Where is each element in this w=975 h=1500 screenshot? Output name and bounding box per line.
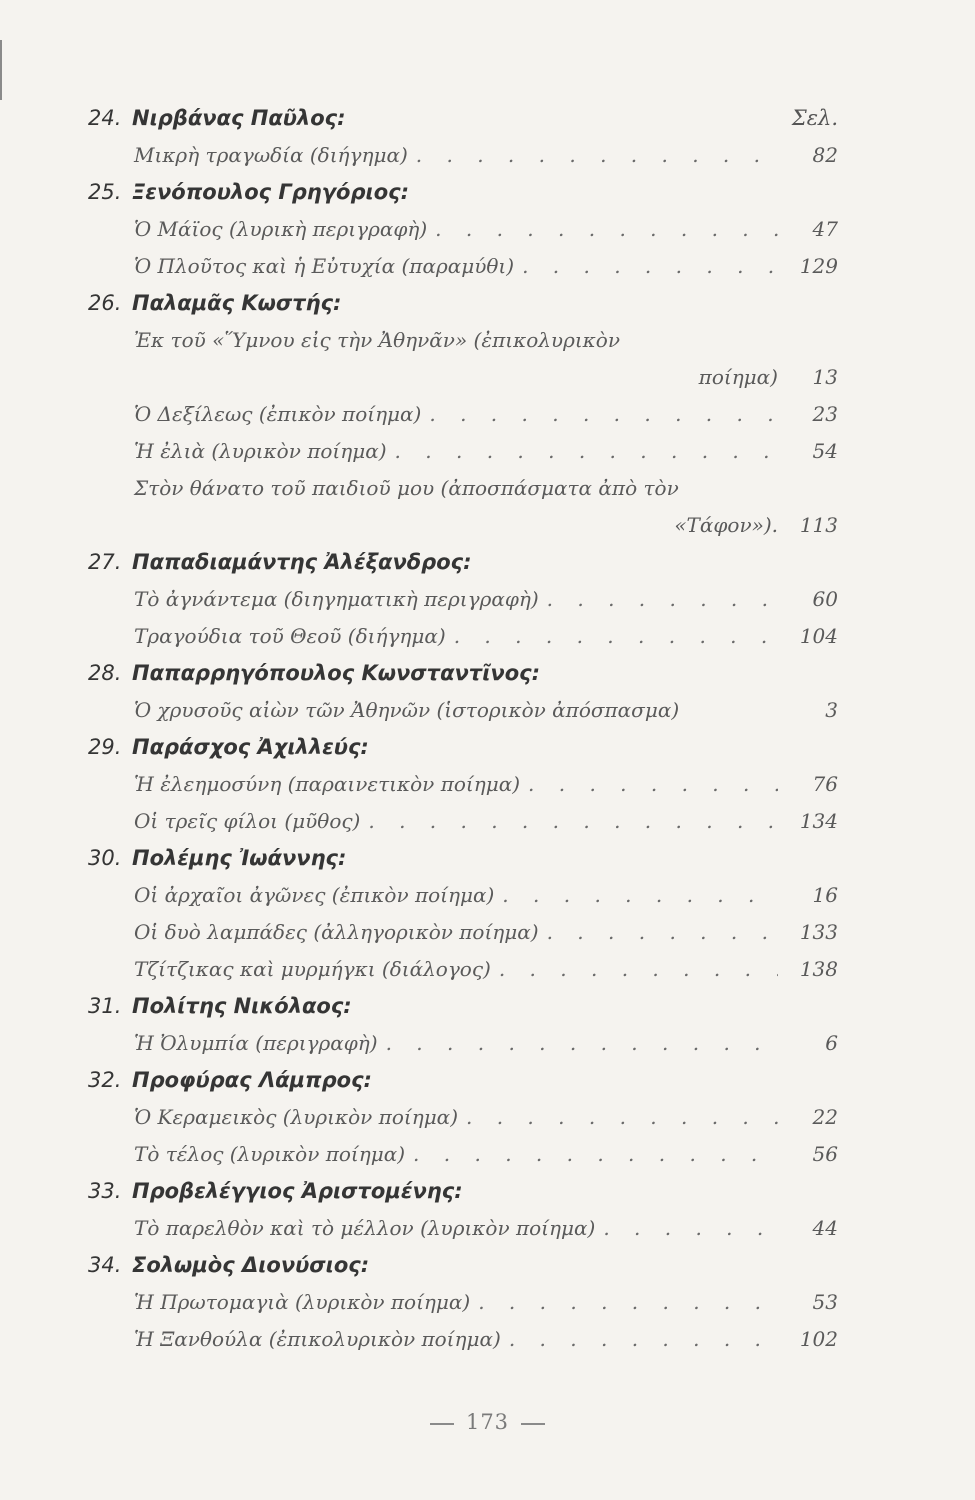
toc-entry xyxy=(88,433,838,470)
author-heading xyxy=(88,655,838,692)
author-name: Ξενόπουλος Γρηγόριος: xyxy=(132,180,409,204)
leader-dots xyxy=(491,951,778,988)
author-name: Παπαρρηγόπουλος Κωνσταντῖνος: xyxy=(132,661,540,685)
author-heading xyxy=(88,1247,838,1284)
leader-dots xyxy=(539,581,778,618)
leader-dots xyxy=(458,1099,778,1136)
author-heading xyxy=(88,100,838,137)
entry-page: 6 xyxy=(825,1031,838,1055)
entry-page: 76 xyxy=(812,772,838,796)
entry-title: Οἱ ἀρχαῖοι ἀγῶνες (ἐπικὸν ποίημα) xyxy=(134,883,495,907)
toc-entry xyxy=(88,951,838,988)
author-heading xyxy=(88,1173,838,1210)
page-edge-mark xyxy=(0,40,2,100)
toc-entry xyxy=(88,618,838,655)
entry-page: 13 xyxy=(812,365,838,389)
toc-entry xyxy=(88,1136,838,1173)
author-number: 29. xyxy=(88,735,122,759)
footer-dash-left xyxy=(430,1423,454,1425)
entry-page: 133 xyxy=(799,920,838,944)
toc-entry-continuation xyxy=(88,507,838,544)
author-number: 27. xyxy=(88,550,122,574)
author-number: 25. xyxy=(88,180,122,204)
entry-page: 54 xyxy=(812,439,838,463)
author-number: 30. xyxy=(88,846,122,870)
toc-entry xyxy=(88,1025,838,1062)
leader-dots xyxy=(360,803,778,840)
entry-title: Ὁ χρυσοῦς αἰὼν τῶν Ἀθηνῶν (ἱστορικὸν ἀπόσπασμα) xyxy=(134,698,680,722)
entry-title: Ὁ Πλοῦτος καὶ ἡ Εὐτυχία (παραμύθι) xyxy=(134,254,515,278)
toc-entry xyxy=(88,137,838,174)
page-number: 173 xyxy=(465,1410,510,1434)
leader-dots xyxy=(378,1025,778,1062)
table-of-contents xyxy=(88,100,838,1358)
entry-page: 53 xyxy=(812,1290,838,1314)
leader-dots xyxy=(427,211,778,248)
toc-entry xyxy=(88,211,838,248)
leader-dots xyxy=(421,396,778,433)
author-number: 24. xyxy=(88,106,122,130)
entry-page: 82 xyxy=(812,143,838,167)
author-number: 33. xyxy=(88,1179,122,1203)
entry-page: 23 xyxy=(812,402,838,426)
toc-entry xyxy=(88,470,838,507)
author-name: Προβελέγγιος Ἀριστομένης: xyxy=(132,1179,463,1203)
entry-title: Τραγούδια τοῦ Θεοῦ (διήγημα) xyxy=(134,624,446,648)
entry-title: Τὸ τέλος (λυρικὸν ποίημα) xyxy=(134,1142,406,1166)
leader-dots xyxy=(539,914,778,951)
entry-title: Τὸ ἀγνάντεμα (διηγηματικὴ περιγραφὴ) xyxy=(134,587,539,611)
entry-title: Ἡ Πρωτομαγιὰ (λυρικὸν ποίημα) xyxy=(134,1290,471,1314)
toc-entry-continuation xyxy=(88,359,838,396)
toc-entry xyxy=(88,803,838,840)
author-name: Νιρβάνας Παῦλος: xyxy=(132,106,346,130)
entry-page: 134 xyxy=(799,809,838,833)
author-number: 28. xyxy=(88,661,122,685)
entry-title: Οἱ τρεῖς φίλοι (μῦθος) xyxy=(134,809,361,833)
entry-page: 138 xyxy=(799,957,838,981)
toc-entry xyxy=(88,581,838,618)
leader-dots xyxy=(595,1210,778,1247)
author-number: 26. xyxy=(88,291,122,315)
entry-title-continuation: ποίημα) xyxy=(698,365,778,389)
entry-page: 60 xyxy=(812,587,838,611)
toc-entry xyxy=(88,766,838,803)
author-name: Παπαδιαμάντης Ἀλέξανδρος: xyxy=(132,550,472,574)
author-heading xyxy=(88,285,838,322)
author-number: 31. xyxy=(88,994,122,1018)
page-column-header: Σελ. xyxy=(791,106,838,130)
leader-dots xyxy=(501,1321,778,1358)
entry-title-continuation: «Τάφον»). xyxy=(674,513,778,537)
leader-dots xyxy=(494,877,778,914)
author-name: Πολέμης Ἰωάννης: xyxy=(132,846,347,870)
author-number: 32. xyxy=(88,1068,122,1092)
entry-title: Ὁ Δεξίλεως (ἐπικὸν ποίημα) xyxy=(134,402,422,426)
entry-page: 44 xyxy=(812,1216,838,1240)
author-heading xyxy=(88,729,838,766)
author-heading xyxy=(88,988,838,1025)
entry-title: Ἡ Ὀλυμπία (περιγραφὴ) xyxy=(134,1031,378,1055)
entry-page: 104 xyxy=(799,624,838,648)
leader-dots xyxy=(514,248,778,285)
toc-entry xyxy=(88,692,838,729)
entry-title: Ἐκ τοῦ «Ὕμνου εἰς τὴν Ἀθηνᾶν» (ἐπικολυρικὸν xyxy=(134,328,620,352)
entry-page: 22 xyxy=(812,1105,838,1129)
page-footer xyxy=(0,1410,975,1434)
author-name: Παράσχος Ἀχιλλεύς: xyxy=(132,735,369,759)
toc-entry xyxy=(88,877,838,914)
leader-dots xyxy=(408,137,778,174)
toc-entry xyxy=(88,396,838,433)
author-name: Προφύρας Λάμπρος: xyxy=(132,1068,372,1092)
entry-title: Τὸ παρελθὸν καὶ τὸ μέλλον (λυρικὸν ποίημα) xyxy=(134,1216,596,1240)
entry-title: Οἱ δυὸ λαμπάδες (ἀλληγορικὸν ποίημα) xyxy=(134,920,539,944)
toc-entry xyxy=(88,1099,838,1136)
entry-page: 113 xyxy=(799,513,838,537)
entry-page: 16 xyxy=(812,883,838,907)
entry-page: 102 xyxy=(799,1327,838,1351)
toc-entry xyxy=(88,1284,838,1321)
entry-page: 47 xyxy=(812,217,838,241)
entry-title: Μικρὴ τραγωδία (διήγημα) xyxy=(134,143,408,167)
author-name: Πολίτης Νικόλαος: xyxy=(132,994,352,1018)
author-heading xyxy=(88,544,838,581)
entry-title: Τζίτζικας καὶ μυρμήγκι (διάλογος) xyxy=(134,957,491,981)
leader-dots xyxy=(520,766,778,803)
author-name: Σολωμὸς Διονύσιος: xyxy=(132,1253,370,1277)
entry-title: Ἡ Ξανθούλα (ἐπικολυρικὸν ποίημα) xyxy=(134,1327,501,1351)
author-heading xyxy=(88,1062,838,1099)
entry-page: 56 xyxy=(812,1142,838,1166)
author-name: Παλαμᾶς Κωστής: xyxy=(132,291,342,315)
author-heading xyxy=(88,174,838,211)
leader-dots xyxy=(387,433,778,470)
footer-dash-right xyxy=(521,1423,545,1425)
entry-page: 3 xyxy=(825,698,838,722)
leader-dots xyxy=(446,618,778,655)
author-heading xyxy=(88,840,838,877)
entry-title: Ὁ Κεραμεικὸς (λυρικὸν ποίημα) xyxy=(134,1105,458,1129)
entry-title: Ἡ ἐλιὰ (λυρικὸν ποίημα) xyxy=(134,439,387,463)
entry-title: Ὁ Μάϊος (λυρικὴ περιγραφὴ) xyxy=(134,217,428,241)
leader-dots xyxy=(405,1136,778,1173)
toc-entry xyxy=(88,914,838,951)
toc-entry xyxy=(88,1210,838,1247)
toc-entry xyxy=(88,248,838,285)
author-number: 34. xyxy=(88,1253,122,1277)
toc-entry xyxy=(88,1321,838,1358)
leader-dots xyxy=(470,1284,778,1321)
entry-title: Ἡ ἐλεημοσύνη (παραινετικὸν ποίημα) xyxy=(134,772,521,796)
toc-entry xyxy=(88,322,838,359)
entry-title: Στὸν θάνατο τοῦ παιδιοῦ μου (ἀποσπάσματα ἀπὸ τὸν xyxy=(134,476,679,500)
entry-page: 129 xyxy=(799,254,838,278)
